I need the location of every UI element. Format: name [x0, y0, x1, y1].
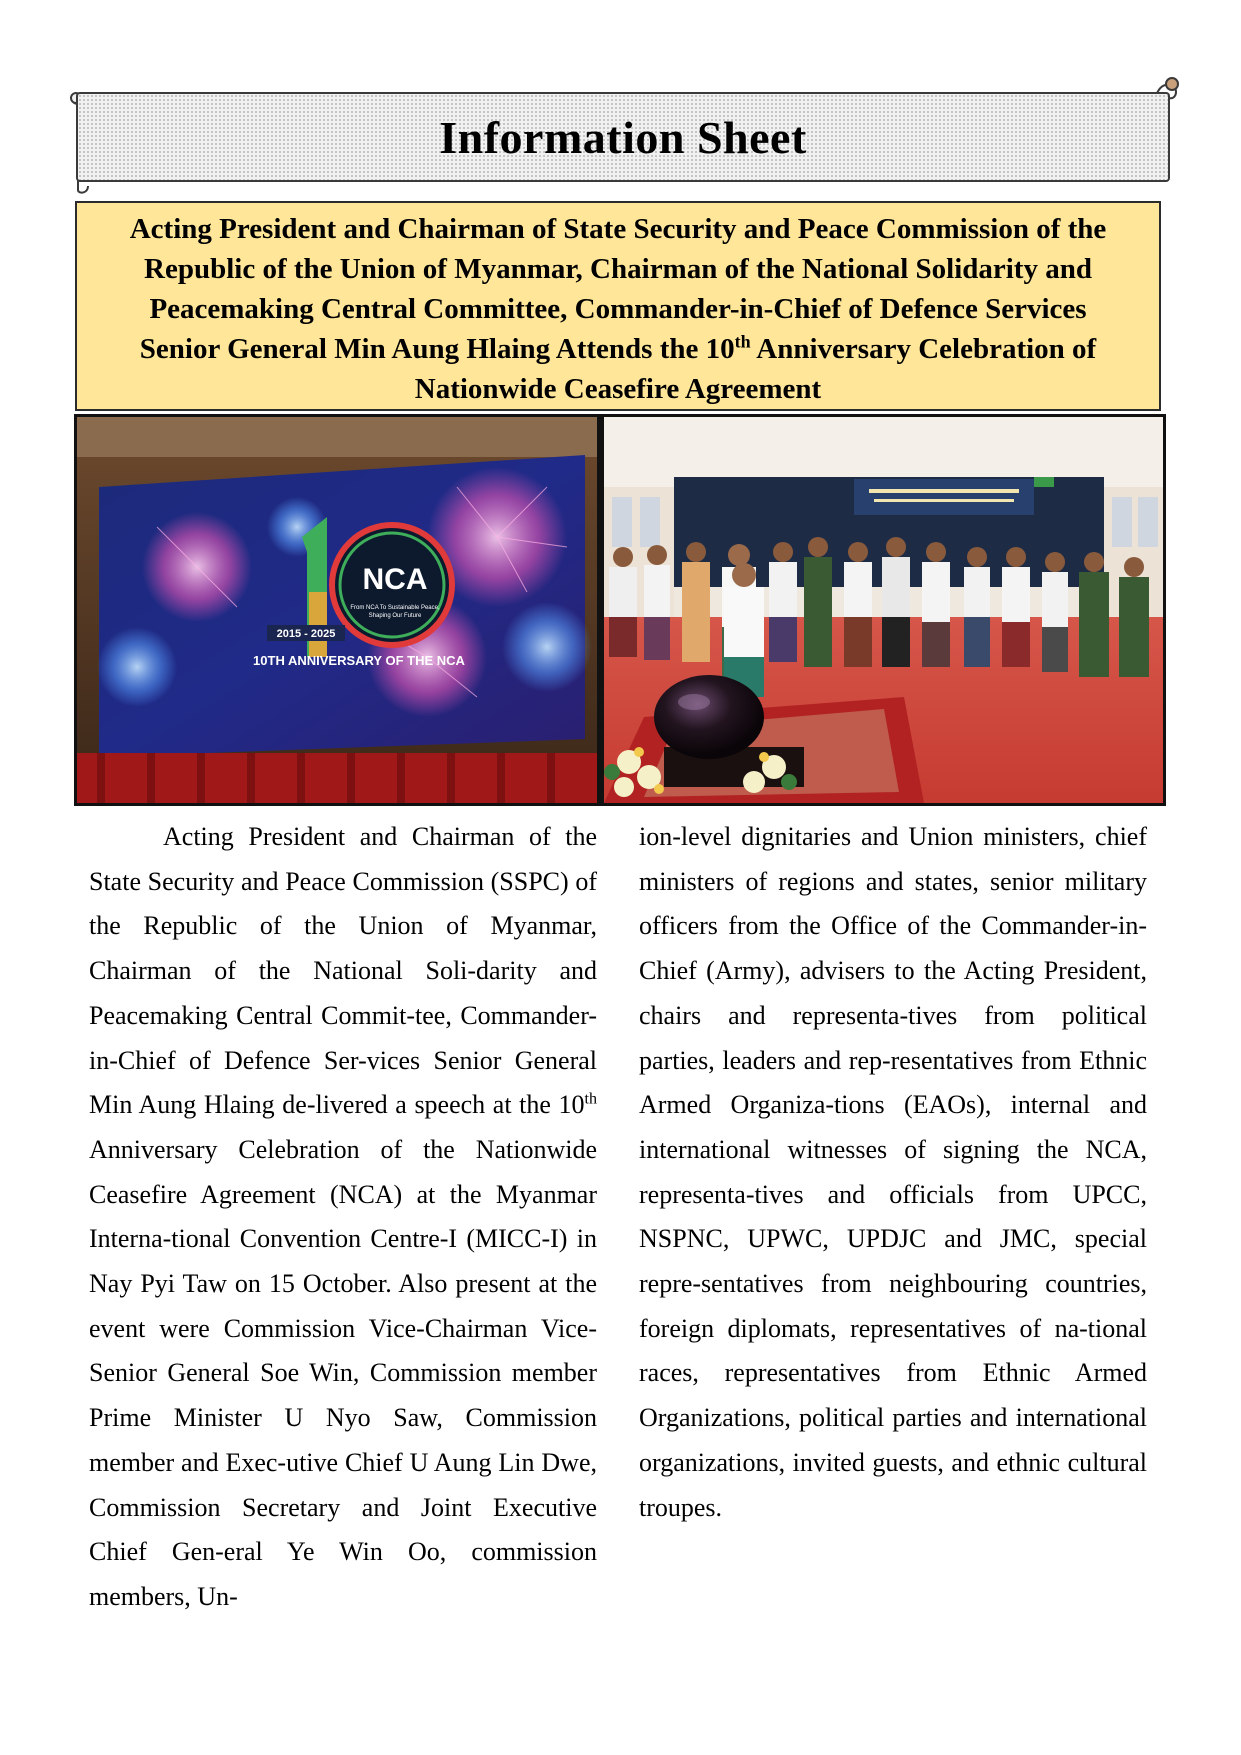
photo-ceremony — [604, 417, 1163, 803]
headline-superscript: th — [734, 331, 751, 352]
nca-logo-tagline: From NCA To Sustainable Peace, — [350, 605, 440, 611]
headline-line: Peacemaking Central Committee, Commander-in-Chief of Defence Services — [149, 293, 1087, 325]
body-column-left — [89, 815, 597, 1620]
headline-line: Acting President and Chairman of State Security and Peace Commission of the — [129, 213, 1107, 245]
nca-logo-text: NCA — [362, 563, 428, 596]
body-text: ion-level dignitaries and Union ministers, chief ministers of regions and states, senior military officers from the Office of the Commander-in-Chief (Army), advisers to the Acting President, chairs and representa-tives from political parties, leaders and rep-resentatives from Ethnic Armed Organiza-tions (EAOs), internal and international witnesses of signing the NCA, representa-tives and officials from UPCC, NSPNC, UPWC, UPDJC and JMC, special repre-sentatives from neighbouring countries, foreign diplomats, representatives of na-tional races, representatives from Ethnic Armed Organizations, political parties and international organizations, invited guests, and ethnic cultural troupes. — [639, 822, 1147, 1522]
headline-text: Anniversary Celebration of — [750, 333, 1097, 365]
body-column-right — [639, 815, 1147, 1530]
headline-line: Republic of the Union of Myanmar, Chairman of the National Solidarity and — [144, 253, 1092, 285]
ceremony-image — [604, 417, 1163, 803]
page-title: Information Sheet — [439, 111, 807, 163]
headline-text: Senior General Min Aung Hlaing Attends the 10 — [139, 333, 735, 365]
body-text: Anniversary Celebration of the Nationwide Ceasefire Agreement (NCA) at the Myanmar Interna-tional Convention Centre-I (MICC-I) in Nay Pyi Taw on 15 October. Also present at the event were Commission Vice-Chairman Vice-Senior General Soe Win, Commission member Prime Minister U Nyo Saw, Commission member and Exec-utive Chief U Aung Lin Dwe, Commission Secretary and Joint Executive Chief Gen-eral Ye Win Oo, commission members, Un- — [89, 1134, 597, 1611]
photo-nca-screen — [77, 417, 597, 803]
headline-box — [75, 201, 1161, 411]
body-superscript: th — [584, 1090, 597, 1108]
nca-anniversary-caption: 10TH ANNIVERSARY OF THE NCA — [253, 653, 465, 668]
nca-logo-tagline: Shaping Our Future — [368, 613, 422, 619]
headline-line: Nationwide Ceasefire Agreement — [414, 373, 822, 405]
nca-screen-image — [77, 417, 597, 803]
nca-years: 2015 - 2025 — [276, 628, 336, 640]
title-banner — [76, 92, 1170, 182]
photo-strip — [74, 414, 1166, 806]
headline-line — [87, 329, 1149, 369]
body-text: Acting President and Chairman of the State Security and Peace Commission (SSPC) of the Republic of the Union of Myanmar, Chairman of the National Soli-darity and Peacemaking Central Commit-tee, Commander-in-Chief of Defence Ser-vices Senior General Min Aung Hlaing de-livered a speech at the 10 — [89, 822, 597, 1120]
